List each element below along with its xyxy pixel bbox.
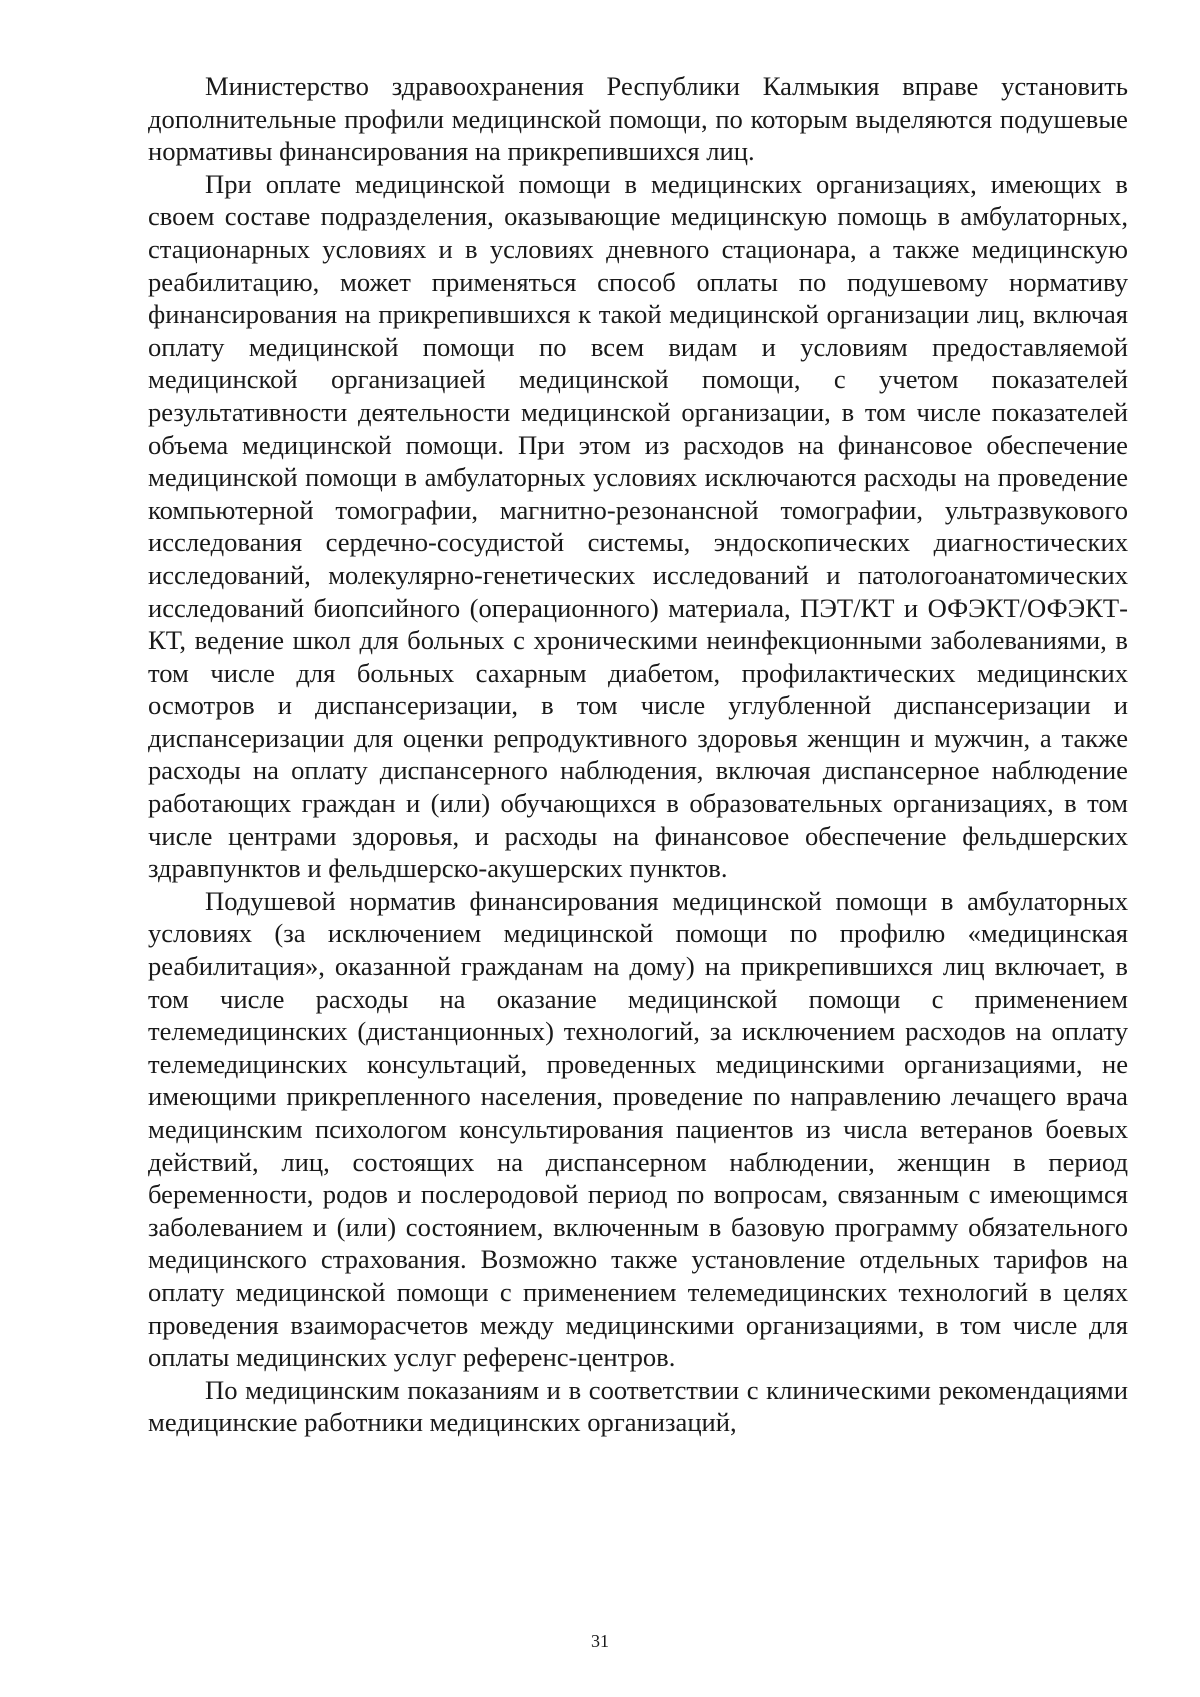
page-number: 31 <box>591 1631 609 1651</box>
paragraph-3: Подушевой норматив финансирования медицинской помощи в амбулаторных условиях (за исключением медицинской помощи по профилю «медицинская реабилитация», оказанной гражданам на дому) на прикрепившихся лиц включает, в том числе расходы на оказание медицинской помощи с применением телемедицинских (дистанционных) технологий, за исключением расходов на оплату телемедицинских консультаций, проведенных медицинскими организациями, не имеющими прикрепленного населения, проведение по направлению лечащего врача медицинским психологом консультирования пациентов из числа ветеранов боевых действий, лиц, состоящих на диспансерном наблюдении, женщин в период беременности, родов и послеродовой период по вопросам, связанным с имеющимся заболеванием и (или) состоянием, включенным в базовую программу обязательного медицинского страхования. Возможно также установление отдельных тарифов на оплату медицинской помощи с применением телемедицинских технологий в целях проведения взаиморасчетов между медицинскими организациями, в том числе для оплаты медицинских услуг референс-центров. <box>148 885 1128 1373</box>
paragraph-4: По медицинским показаниям и в соответствии с клиническими рекомендациями медицинские работники медицинских организаций, <box>148 1374 1128 1438</box>
body-text <box>148 70 1128 1439</box>
paragraph-1: Министерство здравоохранения Республики Калмыкия вправе установить дополнительные профили медицинской помощи, по которым выделяются подушевые нормативы финансирования на прикрепившихся лиц. <box>148 71 1128 167</box>
paragraph-2: При оплате медицинской помощи в медицинских организациях, имеющих в своем составе подразделения, оказывающие медицинскую помощь в амбулаторных, стационарных условиях и в условиях дневного стационара, а также медицинскую реабилитацию, может применяться способ оплаты по подушевому нормативу финансирования на прикрепившихся к такой медицинской организации лиц, включая оплату медицинской помощи по всем видам и условиям предоставляемой медицинской организацией медицинской помощи, с учетом показателей результативности деятельности медицинской организации, в том числе показателей объема медицинской помощи. При этом из расходов на финансовое обеспечение медицинской помощи в амбулаторных условиях исключаются расходы на проведение компьютерной томографии, магнитно-резонансной томографии, ультразвукового исследования сердечно-сосудистой системы, эндоскопических диагностических исследований, молекулярно-генетических исследований и патологоанатомических исследований биопсийного (операционного) материала, ПЭТ/КТ и ОФЭКТ/ОФЭКТ-КТ, ведение школ для больных с хроническими неинфекционными заболеваниями, в том числе для больных сахарным диабетом, профилактических медицинских осмотров и диспансеризации, в том числе углубленной диспансеризации и диспансеризации для оценки репродуктивного здоровья женщин и мужчин, а также расходы на оплату диспансерного наблюдения, включая диспансерное наблюдение работающих граждан и (или) обучающихся в образовательных организациях, в том числе центрами здоровья, и расходы на финансовое обеспечение фельдшерских здравпунктов и фельдшерско-акушерских пунктов. <box>148 168 1128 884</box>
